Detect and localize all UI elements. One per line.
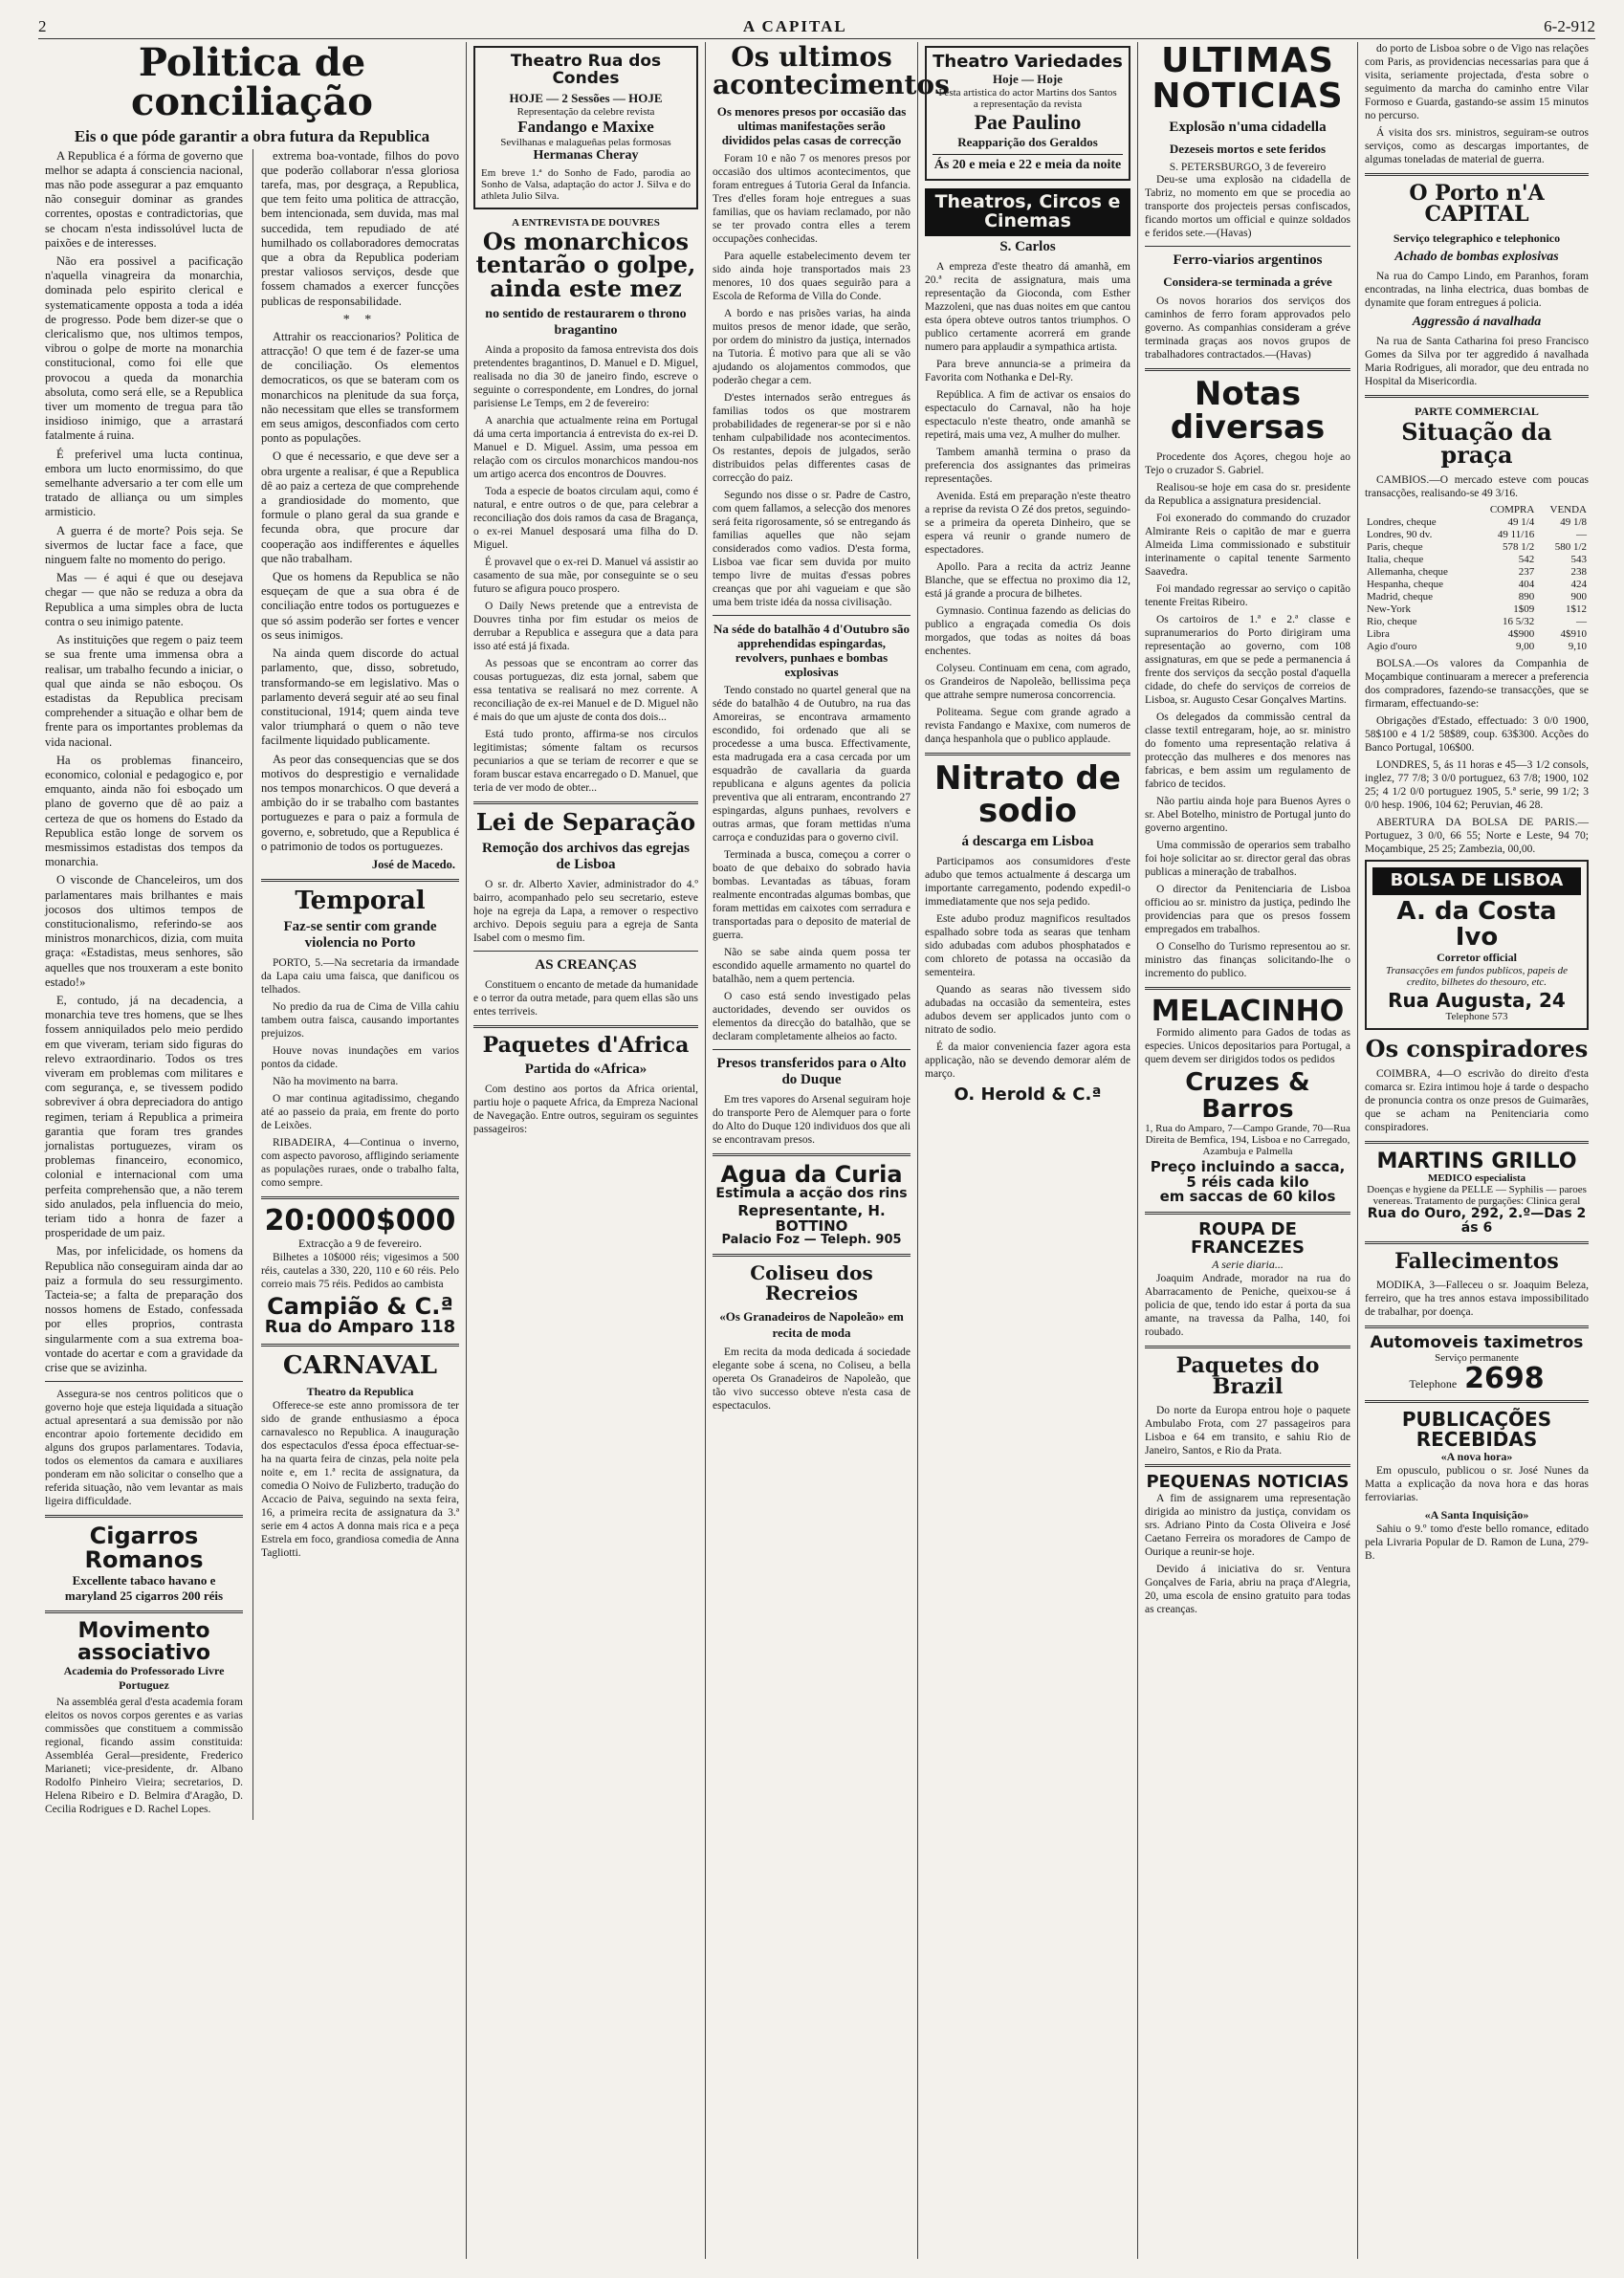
paragraph: República. A fim de activar os ensaios do espectaculo do Carnaval, não ha hoje espectaculo n'este theatro, onde amanhã se repetirá, mais uma vez, A mulher do mulher.: [925, 388, 1130, 441]
column-header: COMPRA: [1489, 503, 1535, 515]
column-3: [706, 41, 950, 2259]
article-politica-left: [45, 149, 243, 1820]
subhead-ferro: Considera-se terminada a gréve: [1163, 274, 1332, 290]
table-row: [1365, 541, 1589, 554]
headline-pequenas: PEQUENAS NOTICIAS: [1146, 1471, 1350, 1492]
paragraph: Em recita da moda dedicada á sociedade elegante sobe á scena, no Coliseu, a bella opereta Os Granadeiros de Napoleão, que tão vivo successo obteve n'esta casa de espectaculos.: [713, 1346, 911, 1412]
row-label: New-York: [1367, 602, 1411, 615]
ad-martins-text: Doenças e hygiene da PELLE — Syphilis — paroes venereas. Tratamento de purgações: Clinica geral: [1367, 1183, 1587, 1207]
table-cell: 238: [1570, 565, 1587, 578]
divider: [1365, 395, 1589, 398]
paragraph: D'estes internados serão entregues ás familias todos os que mostrarem probabilidades de regenerar-se por si e não tenham culpabilidade nos acontecimentos. Os restantes, depois de julgados, serão distribuidos pelas differentes casas de correcção do paiz.: [713, 392, 911, 485]
ad-theatro-condes: [473, 46, 698, 209]
column-5: [1138, 42, 1358, 2259]
table-row: [1365, 516, 1589, 529]
divider: [713, 615, 911, 616]
divider: [473, 951, 698, 952]
phone-number: 2698: [1464, 1361, 1545, 1395]
subhead-porto: Serviço telegraphico e telephonico: [1393, 230, 1561, 245]
paragraph: Ha os problemas financeiro, economico, colonial e pedagogico e, por emquanto, ainda não foi esboçado um plano de governo que dê ao paiz a certeza de que os homens do Estado da Republica estão longe de sorvem os mesmissimos estadistas dos tempos da monarchia.: [45, 753, 243, 869]
paragraph: Não partiu ainda hoje para Buenos Ayres o sr. Abel Botelho, ministro de Portugal junto do governo argentino.: [1145, 795, 1350, 834]
row-label: Hespanha, cheque: [1367, 578, 1444, 590]
table-cell: 49 1/4: [1507, 515, 1535, 528]
dateline: S. PETERSBURGO, 3 de fevereiro: [1169, 162, 1327, 174]
table-cell: 16 5/32: [1502, 615, 1535, 627]
paragraph: Toda a especie de boatos circulam aqui, como é natural, e entre outros o de que, para celebrar a reconciliação dos dois ramos da casa de Bragança, o ex-rei Manuel desposará uma filha do D. Miguel.: [473, 486, 698, 552]
table-row: [1365, 554, 1589, 566]
paragraph: Está tudo pronto, affirma-se nos circulos legitimistas; sómente faltam os recursos pecuniarios a que se teriam de recorrer e que se foram buscar estava encarregado o D. Manuel, que teria de ver modo de obter...: [473, 729, 698, 795]
paragraph: Não se sabe ainda quem possa ter escondido aquelle armamento no quartel do batalhão, nem a quem pertencia.: [713, 947, 911, 986]
ad-cruzes-price: Preço incluindo a sacca, 5 réis cada kilo: [1150, 1157, 1346, 1191]
paragraph: A Republica é a fórma de governo que melhor se adapta á consciencia nacional, mas não pode assegurar a paz emquanto não conseguir dominar as grandes correntes, opostas e contradictorias, que se chocam n'esta indissolúvel lucta de paixões e de interesses.: [45, 148, 243, 250]
row-label: Italia, cheque: [1367, 553, 1424, 565]
divider: [1145, 1464, 1350, 1467]
paragraph: Não era possivel a pacificação n'aquella vinagreira da monarchia, dominada pelo espirito clerical e systematicamente opposta a toda a idéa de progresso. Pode bem dizer-se que o clericalismo que, nos ultimos tempos, vibrou o golpe de morte na monarchia constitucional, como foi elle que provocou a queda da monarchia absoluta, como será elle, se a Republica tiver um momento de tregua para tão insidioso inimigo, que a arrastará fatalmente á ruina.: [45, 254, 243, 443]
section-label: PARTE COMMERCIAL: [1415, 404, 1539, 418]
subhead-monarchicos: no sentido de restaurarem o throno bragantino: [485, 307, 687, 339]
divider: [1145, 246, 1350, 247]
ad-theatro-variedades: [925, 46, 1130, 181]
paragraph: Gymnasio. Continua fazendo as delicias do publico a engraçada comedia Os dois morgados, que todas as noites dá boas enchentes.: [925, 604, 1130, 657]
paragraph: A fim de assignarem uma representação dirigida ao ministro da justiça, convidam os srs. Adriano Pinto da Costa Oliveira e José Caetano Ferreira os moradores de Campo de Ourique a reunir-se hoje.: [1145, 1492, 1350, 1558]
divider: [1145, 1212, 1350, 1215]
masthead: [38, 15, 1595, 39]
subhead-paquetes-africa: Partida do «Africa»: [524, 1062, 647, 1077]
row-label: Londres, cheque: [1367, 515, 1437, 528]
divider: [45, 1610, 243, 1613]
paragraph: RIBADEIRA, 4—Continua o inverno, com aspecto pavoroso, affligindo seriamente as populações ruraes, onde o trabalho falta, como sempre.: [261, 1137, 459, 1190]
headline-presos: Presos transferidos para o Alto do Duque: [716, 1056, 907, 1088]
table-cell: 900: [1570, 590, 1587, 602]
headline-ferro: Ferro-viarios argentinos: [1173, 252, 1323, 269]
paragraph: Ainda a proposito da famosa entrevista dos dois pretendentes bragantinos, D. Manuel e D. Miguel, realisada no dia 30 de janeiro findo, escreve o seguinte o correspondente, em Londres, do jornal parisiense Le Temps, em 2 de fevereiro:: [473, 344, 698, 410]
paragraph: ABERTURA DA BOLSA DE PARIS.—Portuguez, 3 0/0, 66 55; Norte e Leste, 94 70; Moçambique, 25 25; Zambezia, 00,00.: [1365, 816, 1589, 855]
headline-coliseu: Coliseu dos Recreios: [750, 1261, 873, 1304]
column-2: [467, 42, 706, 2259]
table-cell: 1$12: [1566, 602, 1587, 615]
divider: [473, 801, 698, 804]
divider: [713, 1254, 911, 1257]
lottery-date: Extracção a 9 de fevereiro.: [298, 1236, 422, 1250]
subhead-coliseu: «Os Granadeiros de Napoleão» em recita de moda: [719, 1308, 904, 1340]
theatre-times: Ás 20 e meia e 22 e meia da noite: [933, 154, 1123, 173]
paragraph: Obrigações d'Estado, effectuado: 3 0/0 1900, 58$100 e 4 1/2 58$89, coup. 63$300. Acções do Banco Portugal, 106$00.: [1365, 714, 1589, 754]
paragraph: Participamos aos consumidores d'este adubo que temos actualmente á descarga um importante carregamento, podendo expedil-o immediatamente que nos seja pedido.: [925, 856, 1130, 909]
paragraph: Não ha movimento na barra.: [273, 1076, 399, 1088]
table-cell: 404: [1518, 578, 1535, 590]
paragraph: O director da Penitenciaria de Lisboa officiou ao sr. ministro da justiça, pedindo lhe providencias para que os presos fossem empregados em trabalhos.: [1145, 883, 1350, 935]
exchange-table-body: [1365, 516, 1589, 653]
paragraph: Mas, por infelicidade, os homens da Republica não conseguiram ainda dar ao paiz a formula do seu ressurgimento. Tacteia-se; a falta de preparação dos nossos homens de Estado, confessada por elles proprios, contrasta singularmente com a sua extrema boa-vontade do acertar e com a gravidade da crise que se avizinha.: [45, 1244, 243, 1375]
paragraph: PORTO, 5.—Na secretaria da irmandade da Lapa caiu uma faisca, que danificou os telhados.: [261, 957, 459, 997]
lottery-seller-address: Rua do Amparo 118: [264, 1317, 456, 1338]
table-cell: 542: [1518, 553, 1535, 565]
paragraph: Deu-se uma explosão na cidadella de Tabriz, no momento em que se procedia ao transporte dos projecteis persas confiscados, ficando mortos um official e quinze soldados e feridos sete.—(Havas): [1145, 174, 1350, 240]
headline-monarchicos: Os monarchicos tentarão o golpe, ainda este mez: [475, 227, 696, 302]
headline-ultimas-noticias: ULTIMAS NOTICIAS: [1152, 41, 1344, 116]
headline-fallecimentos: Fallecimentos: [1394, 1249, 1559, 1275]
ad-cruzes-barros: Cruzes & Barros: [1185, 1068, 1310, 1124]
column-4: [918, 42, 1138, 2259]
divider: [1365, 1325, 1589, 1328]
table-cell: 580 1/2: [1554, 540, 1587, 553]
paragraph: Apollo. Para a recita da actriz Jeanne Blanche, que se effectua no proximo dia 12, está já grande a procura de bilhetes.: [925, 560, 1130, 600]
article-politica: [45, 149, 459, 1820]
paragraph: Para aquelle estabelecimento devem ter sido ainda hoje transportados mais 23 menores, 10 dos quaes seguirão para a Escola de Reforma de Villa do Conde.: [713, 251, 911, 303]
table-cell: 237: [1518, 565, 1535, 578]
paragraph: Á visita dos srs. ministros, seguiram-se outros serviços, como as descargas importantes, de algumas toneladas de material de guerra.: [1365, 127, 1589, 165]
ad-curia-title: Agua da Curia: [720, 1161, 903, 1189]
theatre-artists: Reapparição dos Geraldos: [957, 134, 1098, 149]
heading-movimento: Movimento associativo: [77, 1618, 211, 1665]
paragraph: A bordo e nas prisões varias, ha ainda muitos presos de menor idade, que serão, por ordem do ministro da justiça, internados na Tutoria. É motivo para que ali se vão ajudando os alojamentos commodos, que poderão chegar a cem.: [713, 308, 911, 387]
theatre-sessions: HOJE — 2 Sessões — HOJE: [509, 90, 663, 105]
headline-nitrato: Nitrato de sodio: [934, 758, 1121, 831]
headline-explosao: Explosão n'uma cidadella: [1169, 120, 1327, 136]
theatre-artists: Hermanas Cheray: [533, 147, 639, 163]
divider: [1145, 1346, 1350, 1348]
theatre-line: Representação da celebre revista: [516, 105, 655, 118]
paragraph: Mas — é aqui é que ou desejava chegar — que não se reduza a obra da Republica a uma simples obra de lucta contra o seu inimigo patente.: [45, 571, 243, 628]
column-6: [1358, 42, 1595, 2259]
newspaper-title: A CAPITAL: [742, 17, 847, 35]
theatre-note: Em breve 1.ª do Sonho de Fado, parodia ao Sonho de Valsa, adaptação do actor J. Silva e do athleta Julio Silva.: [481, 166, 691, 202]
paragraph: A anarchia que actualmente reina em Portugal dá uma certa importancia á entrevista do ex-rei D. Manuel e D. Miguel. Assim, uma pessoa em relação com os circulos monarchicos mandou-nos um artigo acerca dos encontros de Douvres.: [473, 415, 698, 481]
subhead-nitrato: á descarga em Lisboa: [961, 834, 1094, 850]
theatre-line: Sevilhanas e malagueñas pelas formosas: [500, 136, 671, 148]
section-label: A ENTREVISTA DE DOUVRES: [512, 216, 660, 229]
theatre-title: Theatro Variedades: [933, 52, 1123, 72]
paragraph: Em opusculo, publicou o sr. José Nunes da Matta a explicação da nova hora e das horas ferroviarias.: [1365, 1465, 1589, 1504]
ad-martins-grillo: MARTINS GRILLO: [1376, 1149, 1577, 1173]
ad-curia-addr: Palacio Foz — Teleph. 905: [721, 1233, 902, 1248]
table-cell: 9,00: [1516, 640, 1535, 652]
ad-automoveis-phone: [1365, 1361, 1589, 1395]
author-signature: José de Macedo.: [371, 857, 455, 871]
theatre-sessions: Hoje — Hoje: [993, 71, 1063, 86]
table-cell: 890: [1518, 590, 1535, 602]
paragraph: extrema boa-vontade, filhos do povo que poderão collaborar n'essa gloriosa tarefa, mas, por desgraça, a Republica, que tem feito uma politica de attracção, bem intencionada, sem duvida, mas mal succedida, tem repudiado de até humilhado os collaboradores democratas que a obra da Republica poderiam prestar valiosos serviços, desde que fossem chamados a exercer funcções publicas de responsabilidade.: [261, 148, 459, 308]
article-parlamentares: [45, 1388, 243, 1508]
subhead-explosao: Dezeseis mortos e sete feridos: [1169, 142, 1327, 157]
paragraph: No predio da rua de Cima de Villa cahiu tambem outra faisca, causando importantes prejuizos.: [261, 1001, 459, 1040]
column-1: [38, 42, 467, 2259]
ad-cigarros-title: Cigarros Romanos: [84, 1522, 204, 1574]
subhead-publicacoes-2: «A Santa Inquisição»: [1424, 1508, 1529, 1522]
ad-bolsa-title: BOLSA DE LISBOA: [1372, 867, 1581, 895]
divider: [45, 1515, 243, 1518]
theatre-line: a representação da revista: [973, 98, 1083, 110]
article-politica-right: [252, 149, 459, 1820]
paragraph: COIMBRA, 4—O escrivão do direito d'esta comarca sr. Ezira intimou hoje á tarde o despacho de pronuncia contra os onze presos de Guimarães, que se acham na Penitenciaria como conspiradores.: [1365, 1067, 1589, 1133]
paragraph: O visconde de Chanceleiros, um dos parlamentares mais brilhantes e mais jocosos dos ultimos tempos de constitucionalismo, referindo-se aos ministros monarchicos, dizia, com muita graça: «Estadistas, meus senhores, são aquelles que nos trouxeram a este bonito estado!»: [45, 873, 243, 989]
headline-conspiradores: Os conspiradores: [1365, 1035, 1589, 1063]
paragraph: Sahiu o 9.º tomo d'este bello romance, editado pela Livraria Popular de D. Ramon de Luna, 279-B.: [1365, 1523, 1589, 1563]
headline-paquetes-africa: Paquetes d'Africa: [482, 1032, 690, 1058]
paragraph: do porto de Lisboa sobre o de Vigo nas relações com Paris, as providencias necessarias para que á visita, seriamente projectada, d'esta sobre o seguimento da marcha do caminho entre Vilar Formoso e Guarda, gastando-se assim 15 minutos no percurso.: [1365, 43, 1589, 121]
page-number-right: 6-2-912: [1544, 17, 1595, 35]
headline-aggressao: Aggressão á navalhada: [1412, 314, 1542, 329]
headline-achado: Achado de bombas explosivas: [1394, 249, 1559, 264]
headline-porto-capital: O Porto n'A CAPITAL: [1409, 181, 1545, 228]
headline-creancas: AS CREANÇAS: [535, 956, 637, 973]
paragraph: O Conselho do Turismo representou ao sr. ministro das finanças solicitando-lhe o incremento do publico.: [1145, 940, 1350, 979]
paragraph: É provavel que o ex-rei D. Manuel vá assistir ao casamento de sua mãe, por conseguinte se o seu futuro se afigura pouco prospero.: [473, 557, 698, 596]
paragraph: Uma commissão de operarios sem trabalho foi hoje solicitar ao sr. director geral das obras publicas a mineração de trabalhos.: [1145, 839, 1350, 878]
paragraph: CAMBIOS.—O mercado esteve com poucas transacções, realisando-se 49 3/16.: [1365, 473, 1589, 499]
paragraph: A guerra é de morte? Pois seja. Se sivermos de luctar face a face, que ninguem falte no momento do perigo.: [45, 523, 243, 567]
table-row: [1365, 641, 1589, 653]
table-cell: 578 1/2: [1502, 540, 1535, 553]
row-label: Allemanha, cheque: [1367, 565, 1448, 578]
theatre-line: Festa artistica do actor Martins dos Santos: [938, 86, 1117, 99]
headline-publicacoes: PUBLICAÇÕES RECEBIDAS: [1401, 1408, 1552, 1452]
ad-curia-sub: Estimula a acção dos rins: [715, 1186, 908, 1202]
row-label: Paris, cheque: [1367, 540, 1423, 553]
paragraph: A empreza d'este theatro dá amanhã, em 20.ª recita de assignatura, mais uma representação da Gioconda, com Esther Mazzoleni, que nas duas noites em que cantou esta ópera obteve outros tantos triumphos. O publico certamente acorrerá em grande numero para applaudir a sympathica artista.: [925, 260, 1130, 353]
ad-cruzes-price2: em saccas de 60 kilos: [1159, 1188, 1336, 1206]
divider: [473, 1025, 698, 1028]
paragraph: Offerece-se este anno promissora de ter sido de grande enthusiasmo a época carnavalesco no Republica. A inauguração dos espectaculos d'essa época effectuar-se-ha na quarta feira de cinzas, pela noite pela noite e, em 1.ª recita de assignatura, da comedia O Noivo de Fulizberto, tradução do Accacio de Paiva, seguindo na sexta feira, 16, a primeira recita de assignatura da 3.ª serie em 4 actos A donna mais rica e a peça Estrela em foco, grandiosa comedia de Anna Tagliotti.: [261, 1399, 459, 1559]
paragraph: Do norte da Europa entrou hoje o paquete Ambulabo Frota, com 27 passageiros para Lisboa e 64 em transito, e sahiu Rio de Janeiro, Santos, e Rio da Prata.: [1145, 1404, 1350, 1457]
headline-roupa: ROUPA DE FRANCEZES: [1191, 1219, 1305, 1259]
exchange-table: [1365, 504, 1589, 653]
table-header: [1365, 504, 1589, 516]
theatre-show: Pae Paulino: [974, 109, 1082, 134]
divider: [1365, 1241, 1589, 1244]
headline-lei-separacao: Lei de Separação: [475, 808, 696, 837]
table-cell: 49 11/16: [1497, 528, 1535, 540]
table-cell: 543: [1570, 553, 1587, 565]
subhead-lei-separacao: Remoção dos archivos das egrejas de Lisboa: [482, 840, 690, 872]
row-label: Agio d'ouro: [1367, 640, 1417, 652]
paragraph: Attrahir os reaccionarios? Politica de attracção! O que tem é de fazer-se uma de conciliação. Os elementos democraticos, os que se bateram com os monarchicos na plenitude da sua força, não necessitam que elles se transformem em seus amigos, desconfiados com certo ponto as populações.: [261, 329, 459, 446]
table-row: [1365, 603, 1589, 616]
paragraph: Bilhetes a 10$000 réis; vigesimos a 500 réis, cautelas a 330, 220, 110 e 60 réis. Pelo correio mais 75 réis. Pedidos ao cambista: [261, 1251, 459, 1290]
ad-cruzes-address: 1, Rua do Amparo, 7—Campo Grande, 70—Rua Direita de Bemfica, 194, Lisboa e no Carregado, Azambuja e Palmella: [1145, 1122, 1350, 1157]
divider: [925, 753, 1130, 756]
headline-situacao-praca: Situação da praça: [1401, 417, 1552, 470]
paragraph: Este adubo produz magnificos resultados espalhado sobre toda as searas que tenham sido adubadas com adubos phosphatados e com chloreto de potassa na occasião da sementeira.: [925, 913, 1130, 979]
paragraph: Foi mandado regressar ao serviço o capitão tenente Freitas Ribeiro.: [1145, 582, 1350, 608]
row-label: Madrid, cheque: [1367, 590, 1434, 602]
paragraph: Na ainda quem discorde do actual parlamento, que, disso, sobretudo, transformando-se em legislativo. Mas o parlamento deverá seguir até ao seu final constitucional, 1914; quem ainda teve valor triumphará o quem o não teve facilmente liquidado publicamente.: [261, 646, 459, 748]
paragraph: E, contudo, já na decadencia, a monarchia teve tres homens, que se lhes fossem anniquilados pelo meio perdido em que viveram, teriam sido figuras do relevo extraordinario. Todos os tres viveram em problemas com militares e com segurança, e, se tivessem podido sobreviver á obra depreciadora do antigo regimen, teriam á Republica a primeira garantia que foram tres grandes jornalistas portuguezes, viram os problemas financeiro, economico, colonial e internacional com uma perfeita comprehensão que, a não terem sido anulados, pela influencia do meio, teriam tido a honra de fazer a prosperidade de um paiz.: [45, 993, 243, 1240]
subhead-politica: Eis o que póde garantir a obra futura da Republica: [74, 126, 430, 145]
paragraph: Em tres vapores do Arsenal seguiram hoje do transporte Pero de Alemquer para o forte do Alto do Duque 120 individuos dos que ali se encontravam presos.: [713, 1094, 911, 1147]
ad-costa-phone: Telephone 573: [1445, 1011, 1508, 1023]
paragraph: Tendo constado no quartel general que na séde do batalhão 4 de Outubro, na rua das Amoreiras, se encontrava armamento escondido, foi ordenado que ali se procedesse a uma busca. Effectivamente, esta madrugada era a casa cercada por um esquadrão de cavallaria da guarda republicana e alguns agentes da policia preventiva que ali entraram, encontrando 27 espingardas, alguns punhaes, revolvers e outras armas, que foram mettidas n'uma carroça e conduzidas para o governo civil.: [713, 685, 911, 844]
paragraph: Houve novas inundações em varios pontos da cidade.: [261, 1045, 459, 1071]
divider: [261, 879, 459, 882]
paragraph: As pessoas que se encontram ao correr das cousas portuguezas, diz esta jornal, sabem que essa tentativa se realisará no mez corrente. A reconciliação de ex-rei Manuel e de D. Miguel não é mais do que um ajuste de conta dos dois...: [473, 658, 698, 724]
paragraph: Os novos horarios dos serviços dos caminhos de ferro foram approvados pelo governo. As companhias consideram a gréve terminada graças aos novos grupos de trabalhadores contractados.—(Havas): [1145, 296, 1350, 361]
subhead-roupa: A serie diaria...: [1212, 1257, 1284, 1271]
paragraph: É da maior conveniencia fazer agora esta applicação, não se devendo demorar além de março.: [925, 1041, 1130, 1081]
paragraph: Foi exonerado do commando do cruzador Almirante Reis o capitão de mar e guerra Almeida Lima commissionado e substituir interinamente o capital tenente Sarmento Saavedra.: [1145, 512, 1350, 578]
row-label: Rio, cheque: [1367, 615, 1417, 627]
row-label: Libra: [1367, 627, 1390, 640]
divider: [261, 1344, 459, 1347]
ad-cigarros-text: Excellente tabaco havano e maryland 25 cigarros 200 réis: [64, 1572, 224, 1603]
paragraph: É preferivel uma lucta continua, embora um lucto enormissimo, do que semelhante adversario a ter com elle um tratado de alliança ou um simples armisticio.: [45, 447, 243, 519]
headline-ultimos-acontecimentos: Os ultimos acontecimentos: [713, 41, 950, 100]
table-cell: 9,10: [1568, 640, 1587, 652]
paragraph: Na rua do Campo Lindo, em Paranhos, foram encontradas, na linha electrica, duas bombas de dynamite que foram entregues á policia.: [1365, 270, 1589, 309]
paragraph: Joaquim Andrade, morador na rua do Abarracamento de Peniche, queixou-se á policia de que, tendo ido estar á porta da sua amante, na travessa da Palha, 140, foi roubado.: [1145, 1272, 1350, 1338]
lottery-amount: 20:000$000: [264, 1204, 456, 1238]
headline-paquetes-brazil: Paquetes do Brazil: [1175, 1352, 1320, 1400]
table-row: [1365, 616, 1589, 628]
paragraph: Procedente dos Açores, chegou hoje ao Tejo o cruzador S. Gabriel.: [1145, 450, 1350, 476]
paragraph: MODIKA, 3—Falleceu o sr. Joaquim Beleza, ferreiro, que ha tres annos estava impossibilitado de trabalhar, por doença.: [1365, 1279, 1589, 1318]
headline-batalhao: Na séde do batalhão 4 d'Outubro são apprehendidas espingardas, revolvers, punhaes e bombas explosivas: [713, 622, 910, 680]
headline-temporal: Temporal: [295, 886, 426, 915]
divider: [1145, 987, 1350, 990]
theatre-show: Fandango e Maxixe: [517, 117, 654, 136]
headline-notas-diversas: Notas diversas: [1170, 375, 1326, 448]
paragraph: Com destino aos portos da Africa oriental, partiu hoje o paquete Africa, da Empreza Nacional de Navegação. Entre outros, seguiram os seguintes passageiros:: [473, 1084, 698, 1135]
paragraph: Assegura-se nos centros politicos que o governo hoje que esteja liquidada a situação actual apresentará a sua demissão por não encontrar apoio fortemente decidido em alguns dos grupos parlamentares. Todavia, todos os elementos da camara e auxiliares ponderam em não solicitar o conselho que a referida situação, não vem levantar as mais ligeira difficuldade.: [45, 1389, 243, 1508]
column-header: [1365, 504, 1474, 516]
heading-theatros: Theatros, Circos e Cinemas: [925, 188, 1130, 236]
table-row: [1365, 591, 1589, 603]
ad-melacinho-title: MELACINHO: [1151, 994, 1345, 1028]
divider: [1365, 1400, 1589, 1403]
ornament: * *: [342, 312, 378, 327]
ad-costa-text: Transacções em fundos publicos, papeis de credito, bilhetes do thesouro, etc.: [1385, 965, 1569, 989]
theatre-title: Theatro Rua dos Condes: [510, 52, 662, 88]
ad-costa-sub: Corretor official: [1437, 951, 1517, 965]
ad-costa-address: Rua Augusta, 24: [1388, 989, 1566, 1013]
ad-herold: O. Herold & C.ª: [954, 1084, 1102, 1106]
paragraph: Constituem o encanto de metade da humanidade e o terror da outra metade, para quem ellas são uns entes terriveis.: [473, 978, 698, 1018]
paragraph: Tambem amanhã termina o praso da preferencia dos assignantes das primeiras representações.: [925, 446, 1130, 485]
table-cell: 4$910: [1560, 627, 1587, 640]
paragraph: As instituições que regem o paiz teem se sua frente uma immensa obra a realisar, um trabalho fecundo a iniciar, o qual que ainda se não esboçou. Os estadistas da Republica precisam comprehender a situação e olhar bem de frente para os importantes problemas da vida nacional.: [45, 633, 243, 749]
paragraph: Politeama. Segue com grande agrado a revista Fandango e Maxixe, com numeros de dança hespanhola que o publico applaude.: [925, 706, 1130, 745]
table-row: [1365, 566, 1589, 579]
row-label: Londres, 90 dv.: [1367, 528, 1433, 540]
divider: [713, 1049, 911, 1050]
divider: [45, 1381, 243, 1382]
page-number-left: 2: [38, 17, 47, 35]
ad-automoveis-sub: Serviço permanente: [1435, 1351, 1519, 1364]
headline-politica: Politica de conciliação: [131, 40, 373, 124]
headline-carnaval: CARNAVAL: [282, 1351, 438, 1381]
table-row: [1365, 529, 1589, 541]
ad-automoveis: Automoveis taximetros: [1370, 1332, 1584, 1352]
column-header: VENDA: [1549, 503, 1587, 515]
divider: [713, 1153, 911, 1156]
paragraph: O caso está sendo investigado pelas auctoridades, devendo ser ouvidos os elementos da direcção do batalhão, que se declaram completamente alheios ao facto.: [713, 991, 911, 1043]
divider: [261, 1196, 459, 1199]
table-cell: 424: [1570, 578, 1587, 590]
paragraph: O mar continua agitadissimo, chegando até ao passeio da praia, em frente do porto de Leixões.: [261, 1093, 459, 1132]
lottery-seller: Campião & C.ª: [267, 1292, 453, 1320]
table-cell: 1$09: [1513, 602, 1535, 615]
paragraph: BOLSA.—Os valores da Companhia de Moçambique continuaram a merecer a preferencia dos compradores, fazendo-se transacções, que se firmaram, effectuando-se:: [1365, 657, 1589, 710]
subhead-publicacoes: «A nova hora»: [1440, 1450, 1513, 1464]
paragraph: Formido alimento para Gados de todas as especies. Unicos depositarios para Portugal, a quem devem ser dirigidos todos os pedidos: [1145, 1027, 1350, 1066]
subhead-s-carlos: S. Carlos: [999, 238, 1056, 254]
paragraph: Segundo nos disse o sr. Padre de Castro, com quem fallamos, a selecção dos menores será feita rigorosamente, só se entregando ás familias aquelles que não sejam considerados como vadios. D'esta forma, Lisboa vae ficar sem duvida por muito tempo livre de muitas d'essas pobres creanças que por ahi vagueiam e que são uma bem triste idéa da nossa civilisação.: [713, 490, 911, 609]
paragraph: Colyseu. Continuam em cena, com agrado, os Grandeiros de Napoleão, bellissima peça que attrahe sempre numerosa concorrencia.: [925, 662, 1130, 701]
table-cell: 49 1/8: [1560, 515, 1587, 528]
table-cell: —: [1576, 615, 1587, 627]
subhead-carnaval: Theatro da Republica: [306, 1384, 414, 1398]
subhead-temporal: Faz-se sentir com grande violencia no Porto: [283, 919, 437, 952]
table-row: [1365, 579, 1589, 591]
paragraph: O Daily News pretende que a entrevista de Douvres tinha por fim estudar os meios de derrubar a Republica e assegura que a data para isso até está já fixada.: [473, 601, 698, 653]
paragraph: LONDRES, 5, ás 11 horas e 45—3 1/2 consols, inglez, 77 7/8; 3 0/0 portuguez, 63 7/8; 1900, 102 25; 4 1/2 0/0 portuguez 1905, 5.ª serie, 99 1/2; 3 0/0 hesp. 1906, 104 62; Peruvian, 46 28.: [1365, 758, 1589, 811]
paragraph: As peor das consequencias que se dos motivos do desprestigio e vernalidade nos tempos monarchicos. O que deverá a ambição do ir se trabalho com bastantes portuguezes e para o paiz a formula de governo, e, sobretudo, que a Republica é o patrimonio de todos os portuguezes.: [261, 752, 459, 853]
divider: [1365, 173, 1589, 176]
subhead-movimento: Academia do Professorado Livre Portuguez: [63, 1663, 225, 1692]
ad-martins-sub: MEDICO especialista: [1427, 1172, 1526, 1184]
paragraph: Foram 10 e não 7 os menores presos por occasião dos ultimos acontecimentos, que foram entregues á Tutoria Geral da Infancia. Tres d'elles foram hoje entregues a suas familias, que os haviam reclamado, por não se ter provado contra elles a terem occupações conhecidas.: [713, 153, 911, 246]
paragraph: Quando as searas não tivessem sido adubadas na occasião da sementeira, estes adubos devem ser applicados junto com o nitrato de sodio.: [925, 984, 1130, 1037]
phone-label: Telephone: [1409, 1376, 1458, 1391]
table-cell: —: [1576, 528, 1587, 540]
paragraph: Os cartoiros de 1.ª e 2.ª classe e supranumerarios do Porto dirigiram uma representação ao governo, com 108 assignaturas, em que se pede a permanencia á frente dos serviços da secção postal d'aquella cidade, do chefe do serviços de correios de Lisboa, sr. Augusto Cesar Gonçalves Martins.: [1145, 613, 1350, 706]
paragraph: Que os homens da Republica se não esqueçam de que a sua obra é de conciliação entre todos os portuguezes e que só assim poderão ser fortes e vencer os seus inimigos.: [261, 570, 459, 642]
subhead-ultimos: Os menores presos por occasião das ultimas manifestações serão divididos pelas casas de correcção: [716, 104, 907, 148]
paragraph: Na rua de Santa Catharina foi preso Francisco Gomes da Silva por ter aggredido á navalhada Maria Rodrigues, ali morador, que deu entrada no Hospital da Misericordia.: [1365, 335, 1589, 387]
paragraph: Terminada a busca, começou a correr o boato de que debaixo do sobrado havia bombas. Levantadas as tábuas, foram realmente encontradas algumas bombas, que foram mettidas em caixotes com serradura e transportadas para o deposito de material de guerra.: [713, 849, 911, 942]
paragraph: Para breve annuncia-se a primeira da Favorita com Nothanka e Del-Ry.: [925, 358, 1130, 383]
paragraph: O sr. dr. Alberto Xavier, administrador do 4.º bairro, acompanhado pelo seu secretario, esteve hoje na egreja da Lapa, a remover o respectivo archivo. Depois seguiu para a egreja de Santa Isabel com o mesmo fim.: [473, 878, 698, 944]
ad-costa-ivo: A. da Costa Ivo: [1396, 896, 1557, 952]
paragraph: Devido á iniciativa do sr. Ventura Gonçalves de Faria, abriu na praça d'Alegria, 20, uma escola de ensino gratuito para todas as creanças.: [1145, 1563, 1350, 1615]
paragraph: Na assembléa geral d'esta academia foram eleitos os novos corpos gerentes e as varias commissões que constituem a commissão regional, ficando assim constituida: Assembléa Geral—presidente, Frederico Marianeti; vice-presidente, dr. Albano Rodolfo Pinheiro Vieira; secretarios, D. Helena Ribeiro e D. Belmira d'Aragão, D. Cecilia Rodrigues e D. Rachel Lopes.: [45, 1696, 243, 1815]
table-row: [1365, 628, 1589, 641]
paragraph: Realisou-se hoje em casa do sr. presidente da Republica a assignatura presidencial.: [1145, 481, 1350, 507]
ad-curia-rep: Representante, H. BOTTINO: [737, 1201, 886, 1235]
paragraph: Avenida. Está em preparação n'este theatro a reprise da revista O Zé dos pretos, seguindo-se a primeira da opereta Dinheiro, que se espera vá reunir o grande numero de espectadores.: [925, 490, 1130, 556]
table-cell: 4$900: [1507, 627, 1535, 640]
divider: [1145, 368, 1350, 371]
paragraph: O que é necessario, e que deve ser a obra urgente a realisar, é que a Republica dê ao paiz a certeza de que comprehende a grandiosidade do momento, que formule o plano geral da sua grande e fecunda obra, que procure dar cooperação aos indifferentes e áquelles que não trabalham.: [261, 449, 459, 565]
ad-bolsa-lisboa: [1365, 860, 1589, 1030]
ad-martins-address: Rua do Ouro, 292, 2.º—Das 2 ás 6: [1367, 1205, 1587, 1236]
divider: [1365, 1141, 1589, 1144]
paragraph: Os delegados da commissão central da classe textil entregaram, hoje, ao sr. ministro do fomento uma representação relativa á protecção das mulheres e dos menores nas fabricas, e bem assim um regulamento de fabrico de tecidos.: [1145, 711, 1350, 790]
